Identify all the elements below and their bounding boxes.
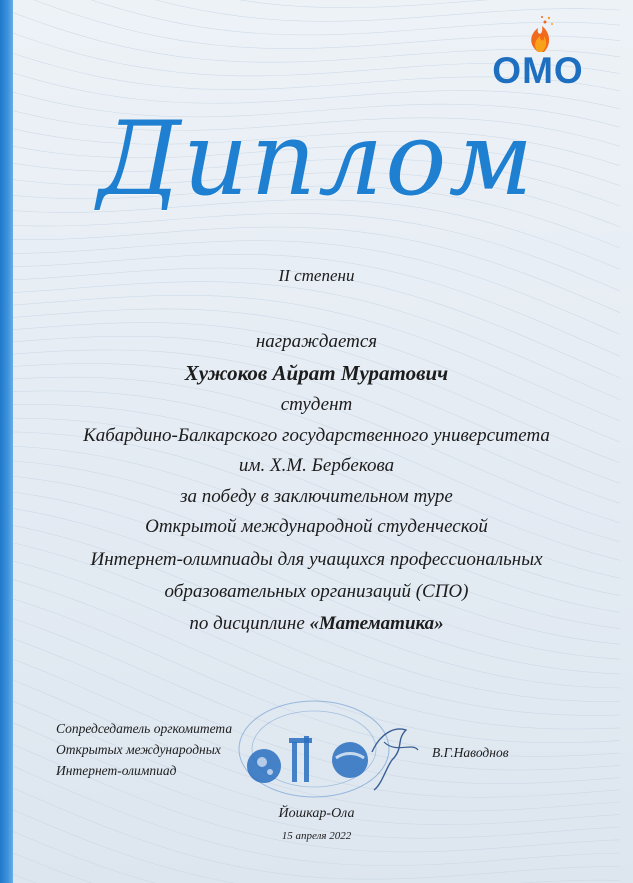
university-line-2: им. Х.М. Бербекова bbox=[238, 455, 395, 476]
degree-text: II степени bbox=[278, 266, 355, 285]
logo-text: ОМО bbox=[492, 50, 584, 91]
discipline-prefix: по дисциплине bbox=[189, 613, 305, 634]
discipline-name: «Математика» bbox=[309, 613, 444, 634]
reason-line-3: Интернет-олимпиады для учащихся профессиональных bbox=[90, 549, 543, 570]
signatory-role bbox=[56, 718, 232, 781]
reason-line-1: за победу в заключительном туре bbox=[180, 486, 453, 507]
signatory-name: В.Г.Наводнов bbox=[432, 745, 509, 760]
date-text: 15 апреля 2022 bbox=[281, 830, 352, 842]
city-text: Йошкар-Ола bbox=[278, 806, 355, 821]
recipient-name: Хужоков Айрат Муратович bbox=[184, 361, 449, 385]
reason-line-2: Открытой международной студенческой bbox=[145, 516, 488, 537]
status-text: студент bbox=[280, 394, 353, 415]
reason-line-4: образовательных организаций (СПО) bbox=[164, 581, 469, 602]
university-line-1: Кабардино-Балкарского государственного университета bbox=[83, 425, 550, 446]
diploma-title: Диплом bbox=[97, 100, 536, 219]
official-stamp-icon bbox=[234, 694, 424, 804]
discipline-line bbox=[0, 613, 633, 635]
role-line-3: Интернет-олимпиад bbox=[56, 763, 177, 778]
awarded-text: награждается bbox=[255, 331, 378, 352]
role-line-1: Сопредседатель оргкомитета bbox=[56, 721, 233, 736]
role-line-2: Открытых международных bbox=[56, 742, 221, 757]
